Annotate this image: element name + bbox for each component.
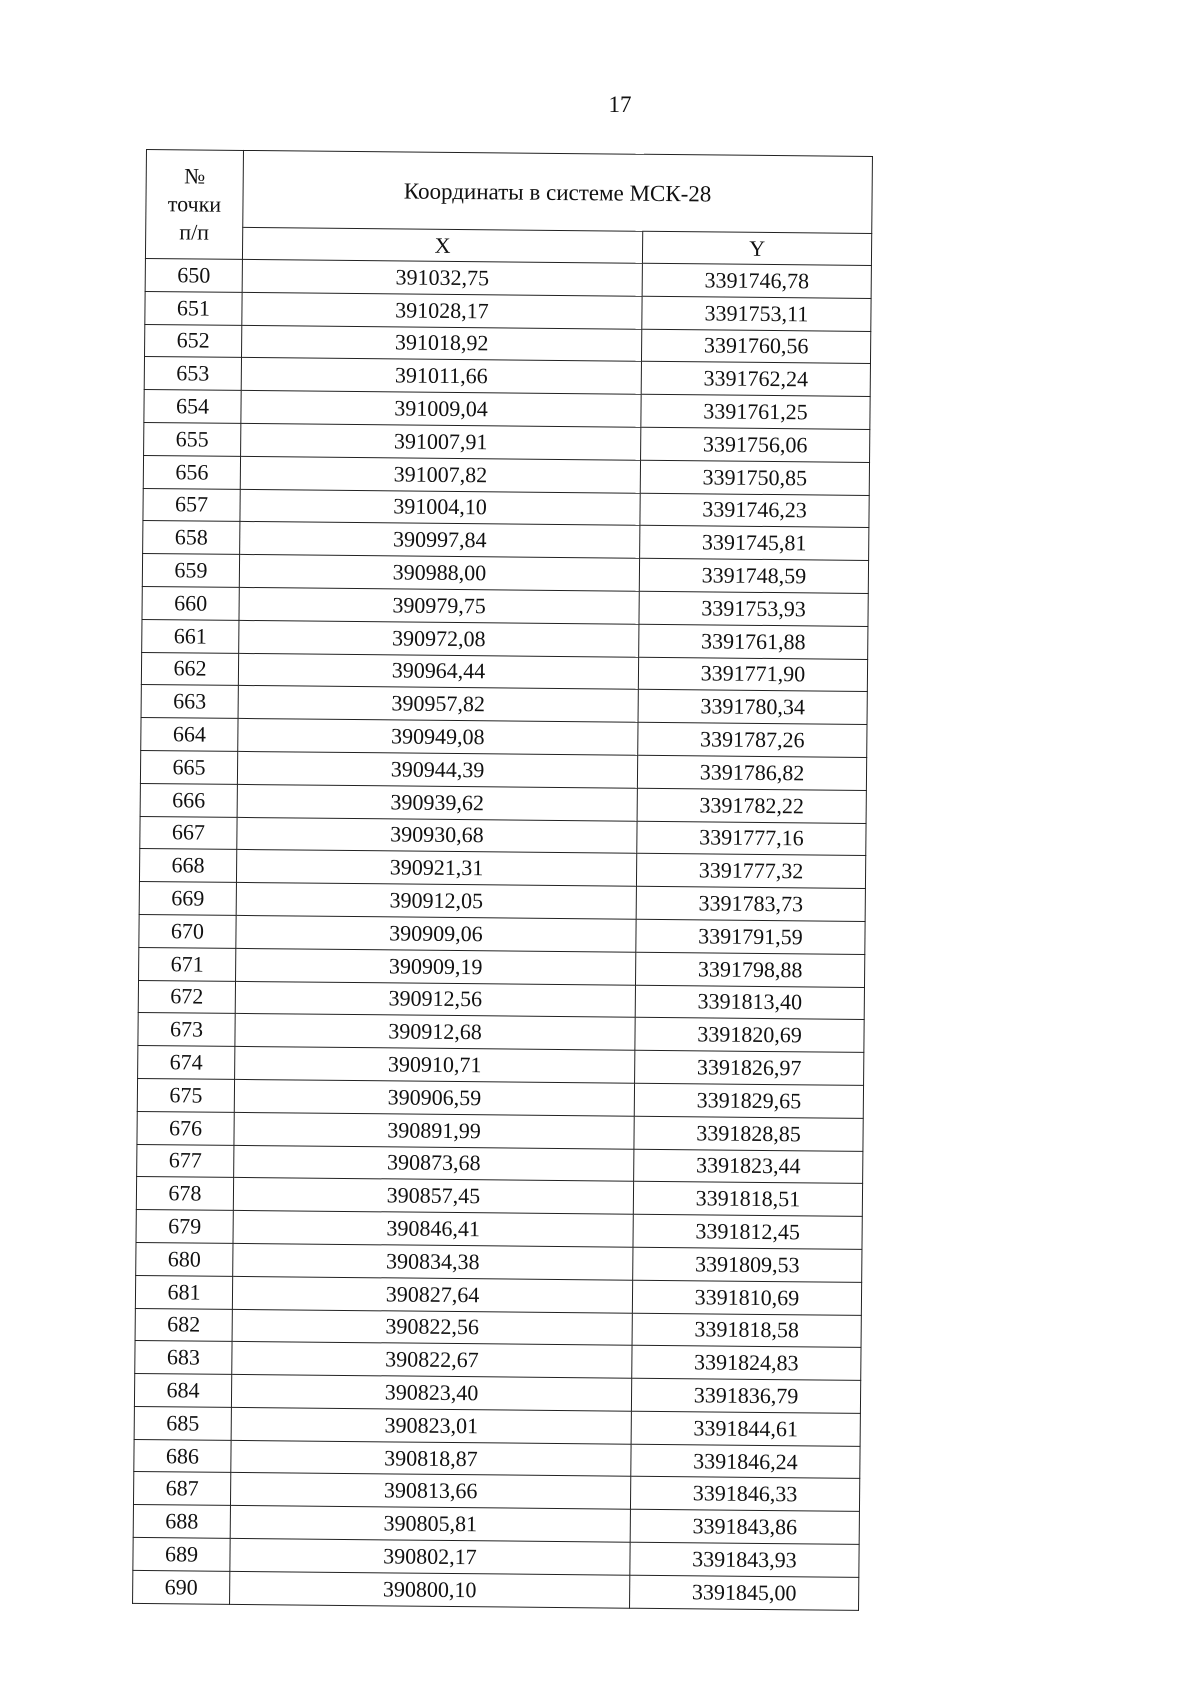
y-coordinate-cell: 3391845,00 — [630, 1575, 859, 1610]
point-number-cell: 651 — [145, 291, 242, 325]
x-coordinate-cell: 390909,06 — [236, 915, 636, 952]
x-coordinate-cell: 390939,62 — [237, 784, 637, 821]
x-coordinate-cell: 390912,05 — [236, 883, 636, 920]
y-coordinate-cell: 3391753,11 — [642, 296, 871, 331]
point-number-cell: 682 — [135, 1308, 232, 1342]
y-coordinate-cell: 3391750,85 — [640, 460, 869, 495]
x-coordinate-cell: 391004,10 — [240, 489, 640, 526]
x-coordinate-cell: 390972,08 — [239, 620, 639, 657]
x-coordinate-cell: 390949,08 — [238, 719, 638, 756]
point-number-cell: 650 — [145, 258, 242, 292]
x-coordinate-cell: 390912,56 — [235, 981, 635, 1018]
point-number-cell: 684 — [134, 1374, 231, 1408]
y-coordinate-cell: 3391824,83 — [632, 1346, 861, 1381]
point-number-header-line: № — [184, 163, 206, 189]
y-coordinate-cell: 3391748,59 — [639, 558, 868, 593]
point-number-cell: 665 — [140, 750, 237, 784]
y-coordinate-cell: 3391826,97 — [635, 1050, 864, 1085]
point-number-cell: 683 — [135, 1341, 232, 1375]
y-coordinate-cell: 3391771,90 — [638, 657, 867, 692]
y-coordinate-cell: 3391812,45 — [633, 1214, 862, 1249]
coordinates-table-container — [132, 149, 872, 1611]
point-number-cell: 670 — [139, 914, 236, 948]
y-coordinate-cell: 3391746,23 — [640, 493, 869, 528]
table-header — [145, 150, 872, 266]
x-coordinate-cell: 391028,17 — [242, 292, 642, 329]
y-coordinate-cell: 3391777,16 — [637, 821, 866, 856]
x-coordinate-cell: 390979,75 — [239, 587, 639, 624]
y-coordinate-cell: 3391787,26 — [638, 722, 867, 757]
point-number-cell: 661 — [142, 619, 239, 653]
point-number-cell: 678 — [136, 1177, 233, 1211]
point-number-cell: 652 — [145, 324, 242, 358]
y-coordinate-cell: 3391782,22 — [637, 788, 866, 823]
x-coordinate-cell: 390912,68 — [235, 1014, 635, 1051]
x-coordinate-cell: 390964,44 — [238, 653, 638, 690]
point-number-cell: 686 — [134, 1439, 231, 1473]
point-number-cell: 667 — [140, 816, 237, 850]
x-coordinate-cell: 390906,59 — [234, 1079, 634, 1116]
point-number-cell: 662 — [141, 652, 238, 686]
y-coordinate-cell: 3391780,34 — [638, 690, 867, 725]
point-number-cell: 677 — [137, 1144, 234, 1178]
table-body — [133, 258, 872, 1610]
x-coordinate-cell: 390827,64 — [232, 1276, 632, 1313]
x-coordinate-cell: 390997,84 — [240, 522, 640, 559]
point-number-cell: 680 — [136, 1242, 233, 1276]
y-coordinate-cell: 3391828,85 — [634, 1116, 863, 1151]
x-coordinate-cell: 390988,00 — [239, 555, 639, 592]
x-coordinate-cell: 390822,56 — [232, 1309, 632, 1346]
x-coordinate-cell: 391007,82 — [240, 456, 640, 493]
point-number-cell: 668 — [139, 849, 236, 883]
y-coordinate-cell: 3391810,69 — [632, 1280, 861, 1315]
point-number-cell: 687 — [133, 1472, 230, 1506]
coordinates-system-header: Координаты в системе МСК-28 — [243, 150, 873, 233]
y-coordinate-cell: 3391761,25 — [641, 394, 870, 429]
x-coordinate-cell: 390921,31 — [236, 850, 636, 887]
y-coordinate-cell: 3391762,24 — [641, 362, 870, 397]
x-coordinate-cell: 391007,91 — [241, 423, 641, 460]
x-coordinate-cell: 390823,40 — [231, 1374, 631, 1411]
y-coordinate-cell: 3391791,59 — [636, 919, 865, 954]
x-coordinate-cell: 391009,04 — [241, 391, 641, 428]
y-coordinate-cell: 3391746,78 — [642, 263, 871, 298]
x-column-header: X — [242, 227, 642, 263]
y-coordinate-cell: 3391820,69 — [635, 1018, 864, 1053]
point-number-cell: 663 — [141, 685, 238, 719]
x-coordinate-cell: 390818,87 — [231, 1440, 631, 1477]
y-coordinate-cell: 3391753,93 — [639, 591, 868, 626]
point-number-cell: 672 — [138, 980, 235, 1014]
point-number-cell: 675 — [137, 1078, 234, 1112]
point-number-cell: 673 — [138, 1013, 235, 1047]
point-number-cell: 676 — [137, 1111, 234, 1145]
x-coordinate-cell: 390846,41 — [233, 1210, 633, 1247]
point-number-cell: 679 — [136, 1210, 233, 1244]
x-coordinate-cell: 390873,68 — [234, 1145, 634, 1182]
point-number-header-line: точки — [167, 191, 222, 217]
point-number-cell: 674 — [138, 1046, 235, 1080]
point-number-cell: 688 — [133, 1505, 230, 1539]
y-coordinate-cell: 3391777,32 — [636, 854, 865, 889]
point-number-cell: 659 — [142, 554, 239, 588]
coordinates-table — [132, 149, 873, 1611]
point-number-cell: 653 — [144, 357, 241, 391]
y-coordinate-cell: 3391756,06 — [641, 427, 870, 462]
table-row — [133, 1570, 859, 1610]
x-coordinate-cell: 390910,71 — [235, 1047, 635, 1084]
y-coordinate-cell: 3391813,40 — [635, 985, 864, 1020]
x-coordinate-cell: 391018,92 — [241, 325, 641, 362]
point-number-cell: 671 — [139, 947, 236, 981]
page-number: 17 — [608, 92, 632, 117]
point-number-cell: 658 — [143, 521, 240, 555]
point-number-header-line: п/п — [179, 219, 210, 245]
x-coordinate-cell: 390930,68 — [237, 817, 637, 854]
y-coordinate-cell: 3391818,51 — [633, 1182, 862, 1217]
x-coordinate-cell: 390891,99 — [234, 1112, 634, 1149]
x-coordinate-cell: 390857,45 — [233, 1178, 633, 1215]
y-coordinate-cell: 3391846,24 — [631, 1444, 860, 1479]
y-coordinate-cell: 3391783,73 — [636, 886, 865, 921]
y-coordinate-cell: 3391846,33 — [630, 1477, 859, 1512]
point-number-cell: 666 — [140, 783, 237, 817]
point-number-cell: 685 — [134, 1406, 231, 1440]
point-number-cell: 681 — [135, 1275, 232, 1309]
point-number-cell: 655 — [144, 422, 241, 456]
y-coordinate-cell: 3391761,88 — [639, 624, 868, 659]
point-number-cell: 657 — [143, 488, 240, 522]
point-number-cell: 654 — [144, 390, 241, 424]
x-coordinate-cell: 390944,39 — [237, 751, 637, 788]
x-coordinate-cell: 390834,38 — [233, 1243, 633, 1280]
x-coordinate-cell: 391011,66 — [241, 358, 641, 395]
point-number-cell: 689 — [133, 1538, 230, 1572]
y-coordinate-cell: 3391809,53 — [633, 1247, 862, 1282]
point-number-cell: 660 — [142, 586, 239, 620]
x-coordinate-cell: 390822,67 — [232, 1342, 632, 1379]
x-coordinate-cell: 390909,19 — [236, 948, 636, 985]
point-number-cell: 656 — [143, 455, 240, 489]
y-column-header: Y — [642, 231, 871, 265]
x-coordinate-cell: 390800,10 — [230, 1571, 630, 1608]
point-number-header — [145, 150, 243, 260]
point-number-cell: 664 — [141, 718, 238, 752]
x-coordinate-cell: 390813,66 — [230, 1473, 630, 1510]
y-coordinate-cell: 3391844,61 — [631, 1411, 860, 1446]
y-coordinate-cell: 3391823,44 — [634, 1149, 863, 1184]
x-coordinate-cell: 390802,17 — [230, 1538, 630, 1575]
point-number-cell: 690 — [133, 1570, 230, 1604]
y-coordinate-cell: 3391760,56 — [641, 329, 870, 364]
x-coordinate-cell: 390805,81 — [230, 1506, 630, 1543]
x-coordinate-cell: 390823,01 — [231, 1407, 631, 1444]
y-coordinate-cell: 3391829,65 — [634, 1083, 863, 1118]
point-number-cell: 669 — [139, 882, 236, 916]
y-coordinate-cell: 3391786,82 — [637, 755, 866, 790]
y-coordinate-cell: 3391843,86 — [630, 1509, 859, 1544]
y-coordinate-cell: 3391818,58 — [632, 1313, 861, 1348]
y-coordinate-cell: 3391798,88 — [635, 952, 864, 987]
x-coordinate-cell: 390957,82 — [238, 686, 638, 723]
y-coordinate-cell: 3391745,81 — [640, 526, 869, 561]
y-coordinate-cell: 3391836,79 — [631, 1378, 860, 1413]
y-coordinate-cell: 3391843,93 — [630, 1542, 859, 1577]
x-coordinate-cell: 391032,75 — [242, 259, 642, 296]
